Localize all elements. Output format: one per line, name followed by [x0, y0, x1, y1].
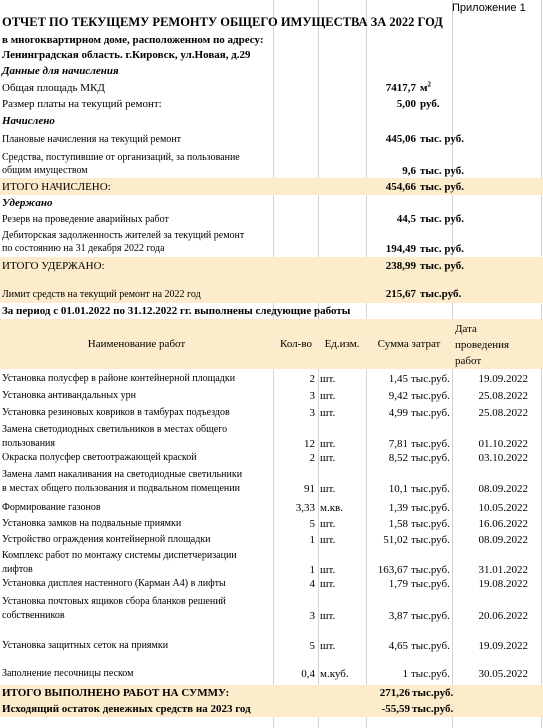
- work-date: 08.09.2022: [478, 534, 528, 546]
- work-qty: 2: [309, 452, 315, 464]
- planned-unit: тыс. руб.: [420, 133, 464, 145]
- header-date-line1: Дата: [455, 323, 477, 335]
- debt-value: 194,49: [385, 243, 416, 255]
- work-sum-unit: тыс.руб.: [411, 407, 450, 419]
- orgs-label-line2: общим имуществом: [2, 165, 88, 176]
- work-sum: 7,81: [388, 438, 408, 450]
- area-value: 7417,7: [385, 82, 416, 94]
- debt-label-line2: по состоянию на 31 декабря 2022 года: [2, 243, 165, 254]
- work-unit: шт.: [320, 407, 336, 419]
- section-accrued: Начислено: [2, 115, 55, 127]
- work-name: Формирование газонов: [2, 502, 101, 513]
- work-name: Окраска полусфер светоотражающей краской: [2, 452, 197, 463]
- work-sum: 4,65: [388, 640, 408, 652]
- work-unit: шт.: [320, 578, 336, 590]
- work-sum: 1,39: [388, 502, 408, 514]
- work-sum: 9,42: [388, 390, 408, 402]
- work-name: Комплекс работ по монтажу системы диспетчеризации: [2, 550, 237, 561]
- work-sum-unit: тыс.руб.: [411, 502, 450, 514]
- work-date: 08.09.2022: [478, 483, 528, 495]
- work-sum-unit: тыс.руб.: [411, 640, 450, 652]
- section-withheld: Удержано: [2, 197, 53, 209]
- rate-unit: руб.: [420, 98, 440, 110]
- balance-label: Исходящий остаток денежных средств на 2023 год: [2, 703, 251, 715]
- orgs-label-line1: Средства, поступившие от организаций, за пользование: [2, 152, 240, 163]
- period-title: За период с 01.01.2022 по 31.12.2022 гг. выполнены следующие работы: [2, 305, 351, 317]
- work-sum: 1: [402, 668, 408, 680]
- work-name: Устройство ограждения контейнерной площадки: [2, 534, 211, 545]
- work-qty: 0,4: [301, 668, 315, 680]
- work-qty: 5: [309, 518, 315, 530]
- work-name: Установка замков на подвальные приямки: [2, 518, 182, 529]
- work-date: 19.08.2022: [478, 578, 528, 590]
- work-sum: 51,02: [383, 534, 408, 546]
- work-qty: 91: [304, 483, 315, 495]
- accrued-total-value: 454,66: [385, 181, 416, 193]
- done-total-unit: тыс.руб.: [412, 687, 454, 699]
- work-sum-unit: тыс.руб.: [411, 610, 450, 622]
- work-name: Установка защитных сеток на приямки: [2, 640, 169, 651]
- work-date: 20.06.2022: [478, 610, 528, 622]
- work-unit: шт.: [320, 438, 336, 450]
- header-date-line2: проведения: [455, 339, 510, 351]
- work-qty: 3: [309, 407, 315, 419]
- withheld-total-unit: тыс. руб.: [420, 260, 464, 272]
- work-sum: 10,1: [388, 483, 408, 495]
- withheld-total-label: ИТОГО УДЕРЖАНО:: [2, 260, 105, 272]
- work-sum: 4,99: [388, 407, 408, 419]
- withheld-total-value: 238,99: [385, 260, 416, 272]
- work-name: Установка дисплея настенного (Карман А4) в лифты: [2, 578, 226, 589]
- work-date: 25.08.2022: [478, 407, 528, 419]
- work-qty: 5: [309, 640, 315, 652]
- reserve-value: 44,5: [396, 213, 416, 225]
- debt-unit: тыс. руб.: [420, 243, 464, 255]
- work-name-cont: в местах общего пользования и подвальном помещении: [2, 483, 240, 494]
- planned-label: Плановые начисления на текущий ремонт: [2, 134, 182, 145]
- accrued-total-unit: тыс. руб.: [420, 181, 464, 193]
- reserve-unit: тыс. руб.: [420, 213, 464, 225]
- work-sum: 163,67: [377, 564, 408, 576]
- work-name: Заполнение песочницы песком: [2, 668, 134, 679]
- work-qty: 1: [309, 564, 315, 576]
- limit-unit: тыс.руб.: [420, 288, 462, 300]
- header-date-line3: работ: [455, 355, 482, 367]
- work-qty: 3: [309, 610, 315, 622]
- work-qty: 2: [309, 373, 315, 385]
- work-sum: 1,45: [388, 373, 408, 385]
- orgs-value: 9,6: [402, 165, 416, 177]
- work-unit: шт.: [320, 373, 336, 385]
- work-name: Замена светодиодных светильников в местах общего: [2, 424, 228, 435]
- work-date: 19.09.2022: [478, 640, 528, 652]
- limit-value: 215,67: [385, 288, 416, 300]
- work-sum: 3,87: [388, 610, 408, 622]
- work-unit: м.кв.: [320, 502, 343, 514]
- work-name: Установка полусфер в районе контейнерной площадки: [2, 373, 236, 384]
- work-sum-unit: тыс.руб.: [411, 668, 450, 680]
- work-name-cont: лифтов: [2, 564, 33, 575]
- work-unit: шт.: [320, 390, 336, 402]
- area-label: Общая площадь МКД: [2, 82, 105, 94]
- appendix-label: Приложение 1: [452, 2, 526, 14]
- done-total-value: 271,26: [379, 687, 410, 699]
- work-unit: шт.: [320, 483, 336, 495]
- work-sum-unit: тыс.руб.: [411, 578, 450, 590]
- work-sum-unit: тыс.руб.: [411, 390, 450, 402]
- work-name-cont: пользования: [2, 438, 55, 449]
- work-sum-unit: тыс.руб.: [411, 518, 450, 530]
- work-name: Установка почтовых ящиков сбора бланков решений: [2, 596, 226, 607]
- reserve-label: Резерв на проведение аварийных работ: [2, 214, 169, 225]
- work-qty: 1: [309, 534, 315, 546]
- header-sum: Сумма затрат: [377, 338, 441, 350]
- work-sum-unit: тыс.руб.: [411, 483, 450, 495]
- rate-value: 5,00: [396, 98, 416, 110]
- orgs-unit: тыс. руб.: [420, 165, 464, 177]
- work-unit: шт.: [320, 518, 336, 530]
- section-basis: Данные для начисления: [2, 65, 119, 77]
- rate-label: Размер платы на текущий ремонт:: [2, 98, 162, 110]
- work-date: 31.01.2022: [478, 564, 528, 576]
- header-name: Наименование работ: [87, 338, 186, 350]
- work-date: 19.09.2022: [478, 373, 528, 385]
- work-date: 30.05.2022: [478, 668, 528, 680]
- work-sum-unit: тыс.руб.: [411, 438, 450, 450]
- balance-value: -55,59: [381, 703, 410, 715]
- header-unit: Ед.изм.: [324, 338, 360, 350]
- work-name-cont: собственников: [2, 610, 65, 621]
- work-date: 01.10.2022: [478, 438, 528, 450]
- work-unit: шт.: [320, 640, 336, 652]
- work-date: 03.10.2022: [478, 452, 528, 464]
- header-qty: Кол-во: [280, 338, 312, 350]
- work-sum-unit: тыс.руб.: [411, 534, 450, 546]
- work-unit: шт.: [320, 534, 336, 546]
- done-total-label: ИТОГО ВЫПОЛНЕНО РАБОТ НА СУММУ:: [2, 687, 230, 699]
- work-sum: 8,52: [388, 452, 408, 464]
- work-unit: шт.: [320, 564, 336, 576]
- accrued-total-label: ИТОГО НАЧИСЛЕНО:: [2, 181, 111, 193]
- balance-unit: тыс.руб.: [412, 703, 454, 715]
- work-qty: 4: [309, 578, 315, 590]
- work-unit: шт.: [320, 452, 336, 464]
- work-qty: 3,33: [295, 502, 315, 514]
- work-sum-unit: тыс.руб.: [411, 564, 450, 576]
- work-sum-unit: тыс.руб.: [411, 452, 450, 464]
- work-unit: м.куб.: [320, 668, 349, 680]
- work-name: Установка резиновых ковриков в тамбурах подъездов: [2, 407, 230, 418]
- report-title: ОТЧЕТ ПО ТЕКУЩЕМУ РЕМОНТУ ОБЩЕГО ИМУЩЕСТВА ЗА 2022 ГОД: [2, 15, 443, 29]
- planned-value: 445,06: [385, 133, 416, 145]
- report-address: Ленинградская область. г.Кировск, ул.Новая, д.29: [2, 49, 251, 61]
- work-date: 16.06.2022: [478, 518, 528, 530]
- work-name: Установка антивандальных урн: [2, 390, 136, 401]
- work-date: 25.08.2022: [478, 390, 528, 402]
- work-sum-unit: тыс.руб.: [411, 373, 450, 385]
- work-unit: шт.: [320, 610, 336, 622]
- work-qty: 3: [309, 390, 315, 402]
- report-subtitle: в многоквартирном доме, расположенном по адресу:: [2, 34, 264, 46]
- area-unit: $м^2$: [420, 80, 431, 94]
- work-date: 10.05.2022: [478, 502, 528, 514]
- debt-label-line1: Дебиторская задолженность жителей за текущий ремонт: [2, 230, 245, 241]
- work-sum: 1,79: [388, 578, 408, 590]
- work-qty: 12: [304, 438, 315, 450]
- work-sum: 1,58: [388, 518, 408, 530]
- limit-label: Лимит средств на текущий ремонт на 2022 год: [2, 289, 201, 300]
- work-name: Замена ламп накаливания на светодиодные светильники: [2, 469, 243, 480]
